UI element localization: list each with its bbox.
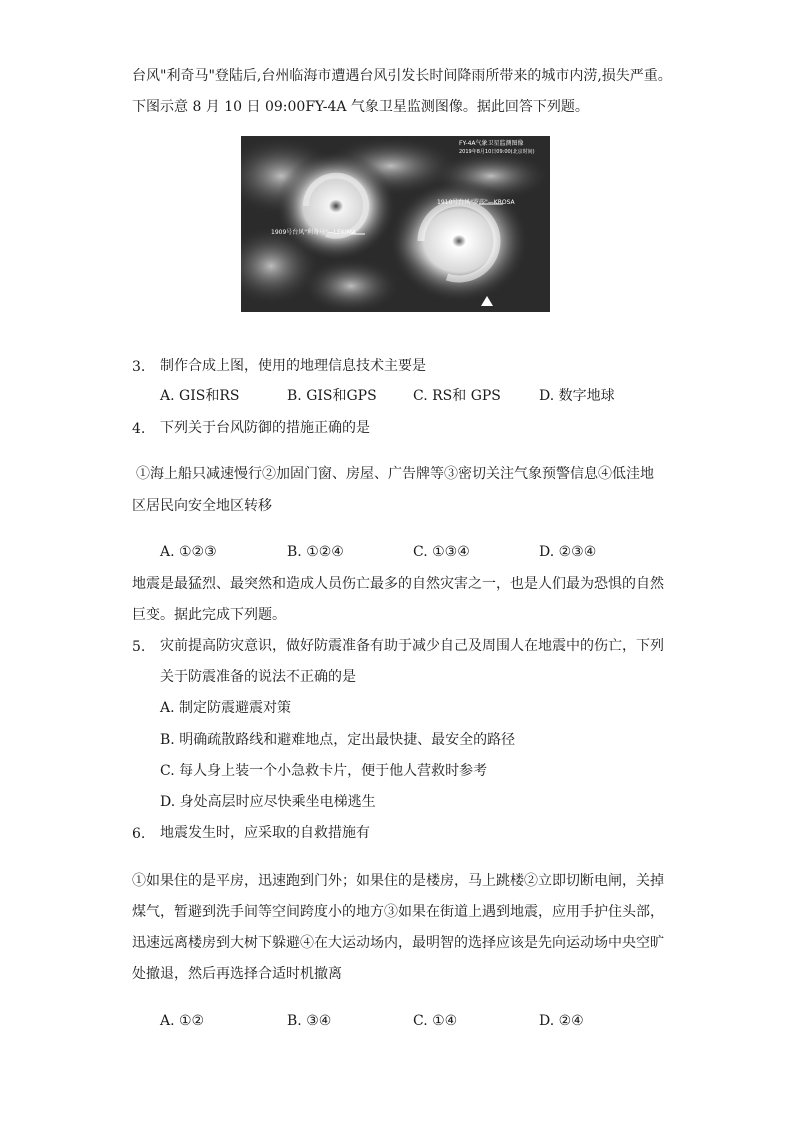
q6-number: 6. <box>132 826 146 842</box>
q4-statement-line-2: 区居民向安全地区转移 <box>132 498 272 514</box>
q6-statement-line-1: ①如果住的是平房，迅速跑到门外；如果住的是楼房，马上跳楼②立即切断电闸，关掉 <box>132 873 664 889</box>
q6-option-a: A. ①② <box>160 1013 205 1029</box>
intro-line-2: 下图示意 8 月 10 日 09:00FY-4A 气象卫星监测图像。据此回答下列题。 <box>132 99 589 115</box>
q5-option-b: B. 明确疏散路线和避难地点，定出最快捷、最安全的路径 <box>160 732 516 748</box>
q4-number: 4. <box>132 421 146 437</box>
q4-option-d: D. ②③④ <box>539 544 597 560</box>
q5-stem-line-1: 灾前提高防灾意识，做好防震准备有助于减少自己及周围人在地震中的伤亡，下列 <box>160 638 664 654</box>
q3-option-d: D. 数字地球 <box>539 388 615 404</box>
q4-option-b: B. ①②④ <box>287 544 344 560</box>
q3-stem: 制作合成上图，使用的地理信息技术主要是 <box>160 358 426 374</box>
q4-option-c: C. ①③④ <box>413 544 470 560</box>
typhoon-1909-label: 1909号台风"利奇马"—LEKIMA <box>271 229 356 236</box>
q6-statement-line-2: 煤气，暂避到洗手间等空间跨度小的地方③如果在街道上遇到地震，应用手护住头部， <box>132 904 664 920</box>
q3-option-b: B. GIS和GPS <box>287 388 377 404</box>
q3-option-a: A. GIS和RS <box>160 388 240 404</box>
q6-statement-line-4: 处撤退，然后再选择合适时机撤离 <box>132 966 342 982</box>
q3-option-c: C. RS和 GPS <box>413 388 501 404</box>
satellite-image-graphic <box>241 136 550 312</box>
passage2-line-1: 地震是最猛烈、最突然和造成人员伤亡最多的自然灾害之一，也是人们最为恐惧的自然 <box>132 576 664 592</box>
q6-option-d: D. ②④ <box>539 1013 584 1029</box>
q6-option-b: B. ③④ <box>287 1013 332 1029</box>
q6-stem: 地震发生时，应采取的自救措施有 <box>160 825 370 841</box>
typhoon-1910-label: 1910号台风"罗莎"—KROSA <box>437 199 515 206</box>
satellite-image <box>241 136 550 312</box>
q6-statement-line-3: 迅速远离楼房到大树下躲避④在大运动场内，最明智的选择应该是先向运动场中央空旷 <box>132 935 664 951</box>
q4-option-a: A. ①②③ <box>160 544 217 560</box>
q6-option-c: C. ①④ <box>413 1013 458 1029</box>
q4-statement-line-1: ①海上船只减速慢行②加固门窗、房屋、广告牌等③密切关注气象预警信息④低洼地 <box>136 466 654 482</box>
q5-option-a: A. 制定防震避震对策 <box>160 700 292 716</box>
intro-line-1: 台风"利奇马"登陆后,台州临海市遭遇台风引发长时间降雨所带来的城市内涝,损失严重。 <box>132 68 672 84</box>
q4-stem: 下列关于台风防御的措施正确的是 <box>160 420 370 436</box>
q5-number: 5. <box>132 639 146 655</box>
q5-stem-line-2: 关于防震准备的说法不正确的是 <box>160 669 356 685</box>
satellite-title: FY-4A气象卫星监测图像 <box>459 140 524 147</box>
passage2-line-2: 巨变。据此完成下列题。 <box>132 607 286 623</box>
satellite-time: 2019年8月10日09:00(北京时间) <box>459 149 535 155</box>
q3-number: 3. <box>132 359 146 375</box>
q5-option-c: C. 每人身上装一个小急救卡片，便于他人营救时参考 <box>160 763 488 779</box>
q5-option-d: D. 身处高层时应尽快乘坐电梯逃生 <box>160 794 376 810</box>
